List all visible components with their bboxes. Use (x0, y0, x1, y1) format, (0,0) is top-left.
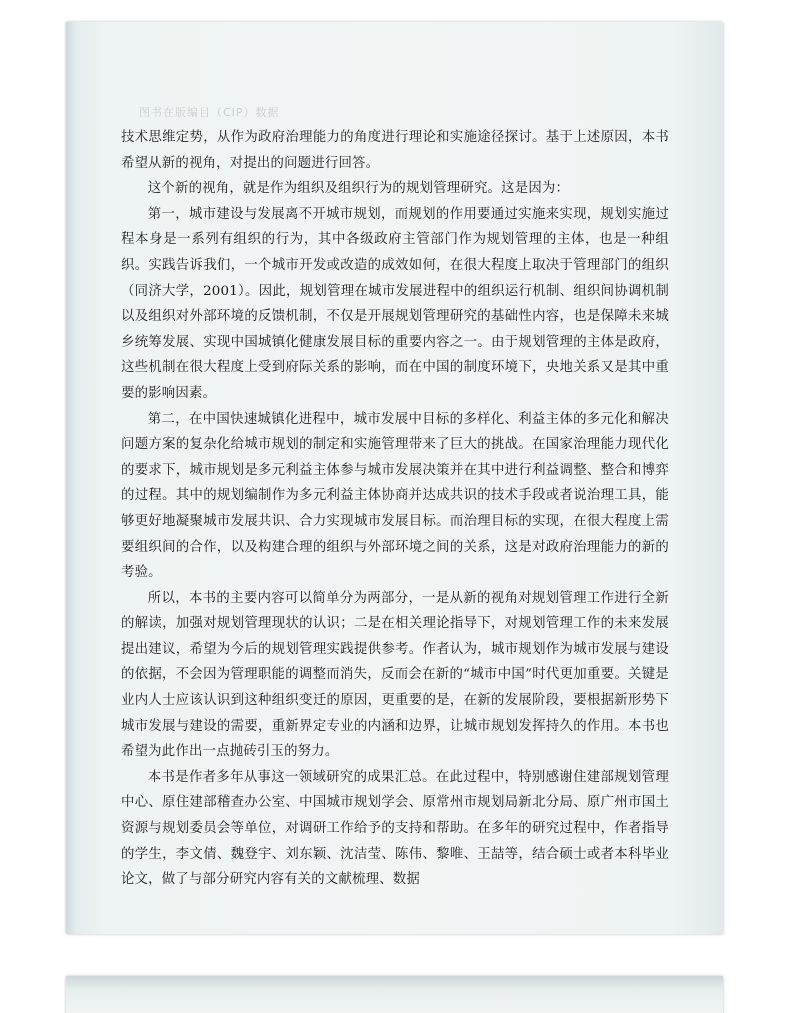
paragraph-4: 第二，在中国快速城镇化进程中，城市发展中目标的多样化、利益主体的多元化和解决问题方案的复杂化给城市规划的制定和实施管理带来了巨大的挑战。在国家治理能力现代化的要求下，城市规划是多元利益主体参与城市发展决策并在其中进行利益调整、整合和博弈的过程。其中的规划编制作为多元利益主体协商并达成共识的技术手段或者说治理工具，能够更好地凝聚城市发展共识、合力实现城市发展目标。而治理目标的实现，在很大程度上需要组织间的合作，以及构建合理的组织与外部环境之间的关系，这是对政府治理能力的新的考验。 (121, 411, 669, 581)
book-page (66, 22, 723, 934)
body-text (121, 125, 669, 893)
paragraph-1: 技术思维定势，从作为政府治理能力的角度进行理论和实施途径探讨。基于上述原因，本书希望从新的视角，对提出的问题进行回答。 (121, 130, 669, 171)
paragraph-2: 这个新的视角，就是作为组织及组织行为的规划管理研究。这是因为： (147, 181, 570, 197)
paragraph-5: 所以，本书的主要内容可以简单分为两部分，一是从新的视角对规划管理工作进行全新的解读，加强对规划管理现状的认识；二是在相关理论指导下，对规划管理工作的未来发展提出建议，希望为今后的规划管理实践提供参考。作者认为，城市规划作为城市发展与建设的依据，不会因为管理职能的调整而消失，反而会在新的“城市中国”时代更加重要。关键是业内人士应该认识到这种组织变迁的原因，更重要的是，在新的发展阶段，要根据新形势下城市发展与建设的需要，重新界定专业的内涵和边界，让城市规划发挥持久的作用。本书也希望为此作出一点抛砖引玉的努力。 (121, 590, 669, 760)
next-page-edge (66, 976, 723, 1013)
paragraph-3: 第一，城市建设与发展离不开城市规划，而规划的作用要通过实施来实现，规划实施过程本身是一系列有组织的行为，其中各级政府主管部门作为规划管理的主体，也是一种组织。实践告诉我们，一个城市开发或改造的成效如何，在很大程度上取决于管理部门的组织（同济大学，2001）。因此，规划管理在城市发展进程中的组织运行机制、组织间协调机制以及组织对外部环境的反馈机制，不仅是开展规划管理研究的基础性内容，也是保障未来城乡统筹发展、实现中国城镇化健康发展目标的重要内容之一。由于规划管理的主体是政府，这些机制在很大程度上受到府际关系的影响，而在中国的制度环境下，央地关系又是其中重要的影响因素。 (121, 206, 669, 401)
bleed-through-header: 图书在版编目（CIP）数据 (139, 106, 280, 119)
paragraph-6: 本书是作者多年从事这一领域研究的成果汇总。在此过程中，特别感谢住建部规划管理中心、原住建部稽查办公室、中国城市规划学会、原常州市规划局新北分局、原广州市国土资源与规划委员会等单位，对调研工作给予的支持和帮助。在多年的研究过程中，作者指导的学生，李文倩、魏登宇、刘东颖、沈洁莹、陈伟、黎唯、王喆等，结合硕士或者本科毕业论文，做了与部分研究内容有关的文献梳理、数据 (121, 769, 669, 888)
